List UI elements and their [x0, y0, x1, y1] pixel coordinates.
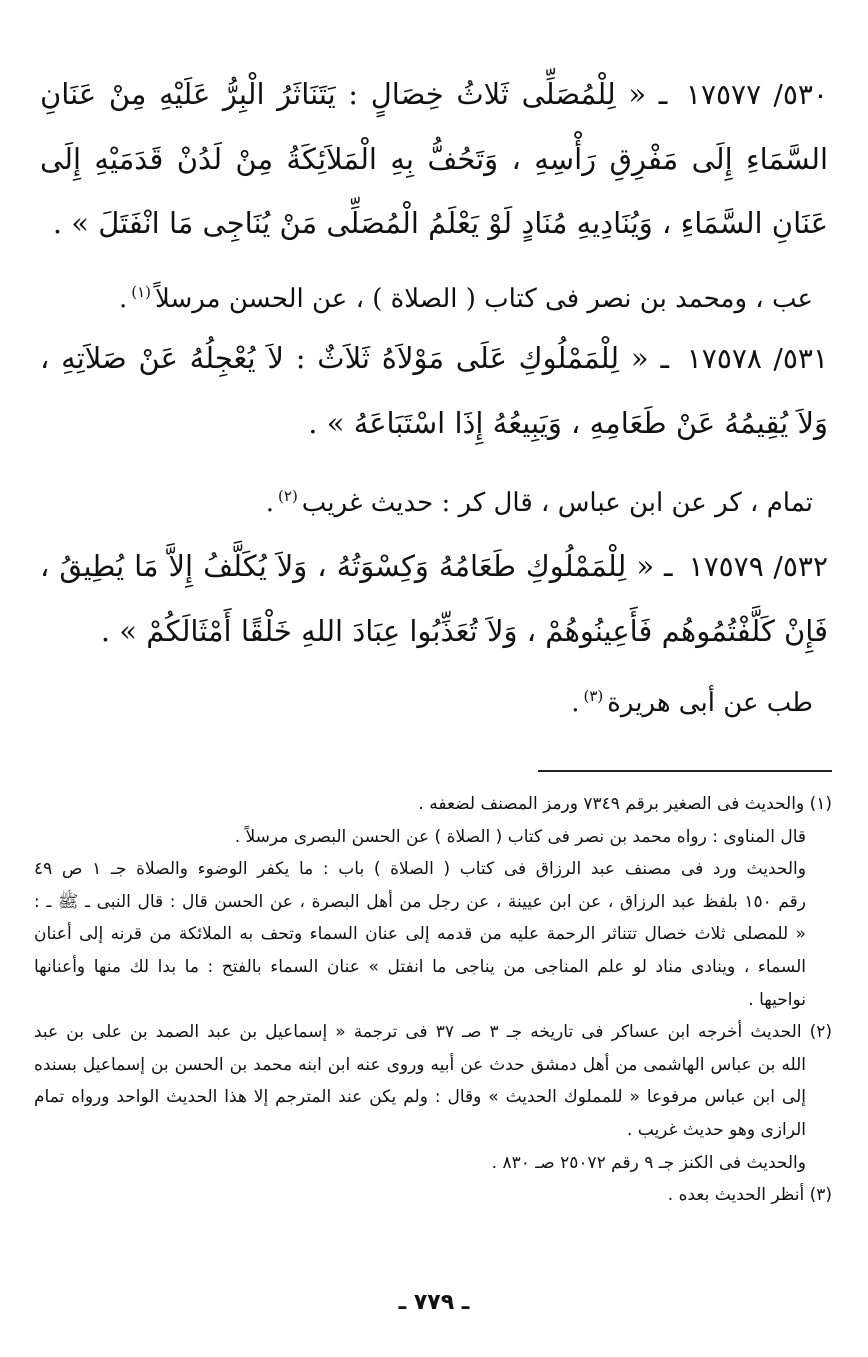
- hadith-source: [40, 476, 813, 523]
- footnote-line: الرازى وهو حديث غريب .: [626, 1119, 806, 1140]
- footnote-line: والحديث فى الكنز جـ ٩ رقم ٢٥٠٧٢ صـ ٨٣٠ .: [491, 1152, 806, 1173]
- footnote-ref[interactable]: (٢): [278, 487, 298, 505]
- footnote-line: (٣) أنظر الحديث بعده .: [667, 1185, 832, 1206]
- hadith-text: ـ « لِلْمُصَلِّى ثَلاثُ خِصَالٍ : يَتَنَاثَرُ الْبِرُّ عَلَيْهِ مِنْ عَنَانِ السَّمَاءِ إِلَى مَفْرِقِ رَأْسِهِ ، وَتَحُفُّ بِهِ الْمَلاَئِكَةُ مِنْ لَدُنْ قَدَمَيْهِ إِلَى عَنَانِ السَّمَاءِ ، وَيُنَادِيهِ مُنَادٍ لَوْ يَعْلَمُ الْمُصَلِّى مَنْ يُنَاجِى مَا انْفَتَلَ » .: [40, 77, 828, 240]
- hadith-entry: [40, 326, 828, 455]
- source-text: تمام ، كر عن ابن عباس ، قال كر : حديث غريب: [301, 488, 813, 518]
- footnote-line: إلى ابن عباس مرفوعا « للمملوك الحديث » وقال : ولم يكن عند المترجم إلا هذا الحديث الواحد ورواه تمام: [34, 1087, 806, 1108]
- footnote-ref[interactable]: (١): [131, 283, 151, 301]
- hadith-text: ـ « لِلْمَمْلُوكِ عَلَى مَوْلاَهُ ثَلاَثٌ : لاَ يُعْجِلُهُ عَنْ صَلاَتِهِ ، وَلاَ يُقِيمُهُ عَنْ طَعَامِهِ ، وَيَبِيعُهُ إِذَا اسْتَبَاعَهُ » .: [40, 341, 828, 440]
- footnote-line: السماء ، وينادى مناد لو علم المناجى من يناجى ما انفتل » عنان السماء بالفتح : ما بدا لك منها وأعنانها: [34, 956, 806, 977]
- hadith-entry: [40, 62, 828, 255]
- source-end: .: [118, 284, 128, 314]
- hadith-text: ـ « لِلْمَمْلُوكِ طَعَامُهُ وَكِسْوَتُهُ ، وَلاَ يُكَلَّفُ إِلاَّ مَا يُطِيقُ ، فَإِنْ كَلَّفْتُمُوهُم فَأَعِينُوهُمْ ، وَلاَ تُعَذِّبُوا عِبَادَ اللهِ خَلْقًا أَمْثَالَكُمْ » .: [40, 549, 828, 648]
- source-end: .: [265, 488, 275, 518]
- footnote-line: الله بن عباس الهاشمى من أهل دمشق حدث عن أبيه وروى عنه ابن ابنه محمد بن الحسن بن إسماعيل بسنده: [34, 1054, 806, 1075]
- source-end: .: [571, 688, 580, 718]
- footnote-line: (٢) الحديث أخرجه ابن عساكر فى تاريخه جـ ٣ صـ ٣٧ فى ترجمة « إسماعيل بن عبد الصمد بن على بن عبد: [34, 1022, 832, 1043]
- footnote-line: قال المناوى : رواه محمد بن نصر فى كتاب ( الصلاة ) عن الحسن البصرى مرسلاً .: [234, 826, 806, 847]
- footnote-line: رقم ١٥٠ بلفظ عبد الرزاق ، عن ابن عيينة ، عن رجل من أهل البصرة ، عن الحسن قال : قال النبى ـ ﷺ ـ :: [34, 891, 806, 912]
- hadith-number: ٥٣٢/ ١٧٥٧٩: [688, 550, 828, 583]
- source-text: عب ، ومحمد بن نصر فى كتاب ( الصلاة ) ، عن الحسن مرسلاً: [155, 284, 813, 314]
- footnote-line: والحديث ورد فى مصنف عبد الرزاق فى كتاب ( الصلاة ) باب : ما يكفر الوضوء والصلاة جـ ١ ص ٤٩: [34, 859, 806, 880]
- footnotes: [34, 788, 832, 1212]
- footnote-ref[interactable]: (٣): [583, 687, 604, 705]
- footnote-line: نواحيها .: [748, 989, 806, 1010]
- page-number: ـ ٧٧٩ ـ: [398, 1290, 470, 1315]
- hadith-number: ٥٣١/ ١٧٥٧٨: [686, 342, 828, 375]
- hadith-entry: [40, 534, 828, 663]
- footnote-line: « للمصلى ثلاث خصال تتناثر الرحمة عليه من قدمه إلى عنان السماء وتحف به الملائكة من قرنه إلى أعنان: [34, 924, 806, 945]
- hadith-source: [40, 676, 813, 723]
- source-text: طب عن أبى هريرة: [607, 688, 813, 718]
- hadith-number: ٥٣٠/ ١٧٥٧٧: [685, 78, 828, 111]
- hadith-source: [40, 272, 813, 319]
- footnote-line: (١) والحديث فى الصغير برقم ٧٣٤٩ ورمز المصنف لضعفه .: [418, 794, 832, 814]
- footnote-divider: [538, 770, 832, 772]
